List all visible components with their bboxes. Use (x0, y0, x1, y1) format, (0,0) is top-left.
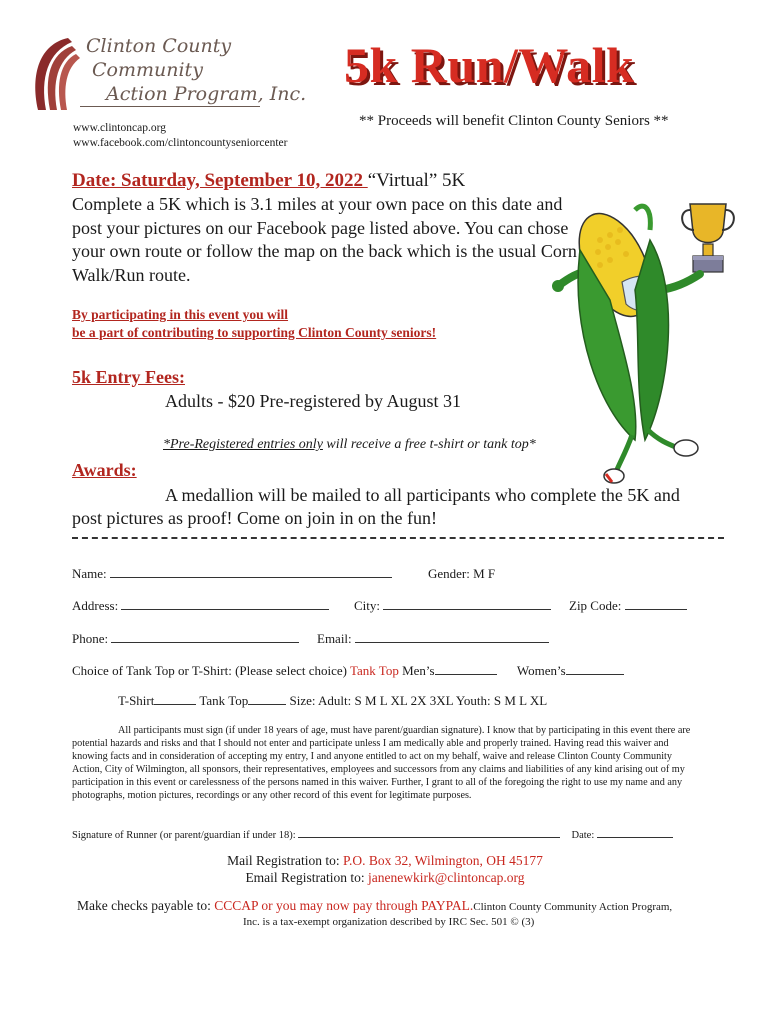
city-field-row (354, 598, 551, 614)
email-field-row (317, 631, 549, 647)
mens-label: Men’s (398, 663, 435, 678)
swoosh-logo-icon (28, 34, 88, 114)
size-options[interactable]: Size: Adult: S M L XL 2X 3XL Youth: S M L XL (286, 693, 548, 708)
email-registration-address[interactable]: janenewkirk@clintoncap.org (368, 870, 525, 885)
mens-field[interactable] (435, 663, 497, 675)
name-label: Name: (72, 566, 107, 581)
tshirt-field[interactable] (154, 693, 196, 705)
fees-adults: Adults - $20 Pre-registered by August 31 (165, 391, 461, 411)
gender-field[interactable]: Gender: M F (428, 566, 496, 581)
signature-date-label: Date: (571, 830, 595, 841)
city-label: City: (354, 598, 381, 613)
fees-note-underlined: *Pre-Registered entries only (163, 437, 323, 452)
email-registration-label: Email Registration to: (245, 870, 369, 885)
shirt-choice-row (72, 663, 624, 679)
participation-note (72, 306, 436, 342)
name-field-row (72, 566, 392, 582)
org-name-line1: Clinton County (86, 35, 232, 57)
event-date: Date: Saturday, September 10, 2022 (72, 170, 368, 191)
proceeds-note: ** Proceeds will benefit Clinton County Seniors ** (359, 113, 669, 129)
event-description: Complete a 5K which is 3.1 miles at your own pace on this date and post your pictures on our Facebook page listed above. You can chose your own route or follow the map on the back which is the usual Corn Walk/Run route. (72, 194, 577, 285)
cut-line-divider (72, 537, 724, 539)
fees-heading: 5k Entry Fees: (72, 367, 185, 387)
org-name-line3: Action Program, Inc. (106, 83, 307, 105)
page-title: 5k Run/Walk (344, 37, 635, 93)
corn-mascot-icon (540, 190, 740, 490)
size-row (118, 693, 547, 709)
tank-top-choice[interactable]: Tank Top (349, 663, 399, 678)
address-label: Address: (72, 598, 119, 613)
checks-payee: CCCAP or you may now pay through PAYPAL. (214, 898, 474, 913)
facebook-url[interactable]: www.facebook.com/clintoncountyseniorcenter (73, 137, 288, 149)
phone-field[interactable] (111, 631, 299, 643)
logo-underline (80, 106, 260, 107)
fees-note (163, 437, 536, 453)
womens-field[interactable] (566, 663, 624, 675)
event-date-line (72, 170, 465, 192)
address-field-row (72, 598, 329, 614)
tax-exempt-note: Inc. is a tax-exempt organization described by IRC Sec. 501 © (3) (243, 916, 535, 928)
zip-field[interactable] (625, 598, 687, 610)
participation-line2: be a part of contributing to supporting Clinton County seniors! (72, 325, 437, 340)
awards-text: A medallion will be mailed to all participants who complete the 5K and post pictures as proof! Come on join in on the fun! (72, 485, 680, 528)
signature-label: Signature of Runner (or parent/guardian if under 18): (72, 830, 296, 841)
address-field[interactable] (121, 598, 329, 610)
checks-label: Make checks payable to: (77, 898, 215, 913)
name-field[interactable] (110, 566, 392, 578)
signature-row (72, 828, 673, 841)
signature-field[interactable] (298, 828, 560, 838)
phone-field-row (72, 631, 299, 647)
event-type: “Virtual” 5K (367, 170, 466, 191)
signature-date-field[interactable] (597, 828, 673, 838)
participation-line1: By participating in this event you will (72, 307, 289, 322)
mail-registration-line (0, 853, 770, 869)
tshirt-label: T-Shirt (118, 693, 155, 708)
tanktop-label: Tank Top (196, 693, 249, 708)
website-url[interactable]: www.clintoncap.org (73, 122, 166, 134)
zip-field-row (569, 598, 687, 614)
email-label: Email: (317, 631, 352, 646)
city-field[interactable] (383, 598, 551, 610)
womens-label: Women’s (516, 663, 566, 678)
trophy-icon (682, 204, 734, 272)
checks-line (77, 898, 672, 914)
waiver-text: All participants must sign (if under 18 years of age, must have parent/guardian signature). I know that by participating in this event there are potential hazards and risks and that I should not enter and participate unless I am medically able and properly trained. Having read this waiver and knowing facts and in consideration of accepting my entry, I and anyone entitled to act on my behalf, waive and release Clinton County Community Action, City of Wilmington, all sponsors, their representatives, employees and successors from any claims and liabilities of any kind arising out of my participation in this event or carelessness of the persons named in this waiver. Further, I grant to all of the foregoing the right to use my name and any photographs, motion pictures, recordings or any other record of this event for legitimate purposes. (72, 725, 691, 801)
org-urls (73, 121, 288, 151)
org-name-line2: Community (92, 59, 203, 81)
org-logo (28, 30, 318, 120)
awards-heading: Awards: (72, 460, 137, 480)
fees-note-rest: will receive a free t-shirt or tank top* (322, 437, 536, 452)
email-field[interactable] (355, 631, 549, 643)
tanktop-field[interactable] (248, 693, 286, 705)
zip-label: Zip Code: (569, 598, 622, 613)
phone-label: Phone: (72, 631, 109, 646)
email-registration-line (0, 870, 770, 886)
checks-org: Clinton County Community Action Program, (473, 901, 673, 913)
shirt-choice-label: Choice of Tank Top or T-Shirt: (Please select choice) (72, 663, 350, 678)
mail-label: Mail Registration to: (227, 853, 343, 868)
mail-address: P.O. Box 32, Wilmington, OH 45177 (343, 853, 543, 868)
